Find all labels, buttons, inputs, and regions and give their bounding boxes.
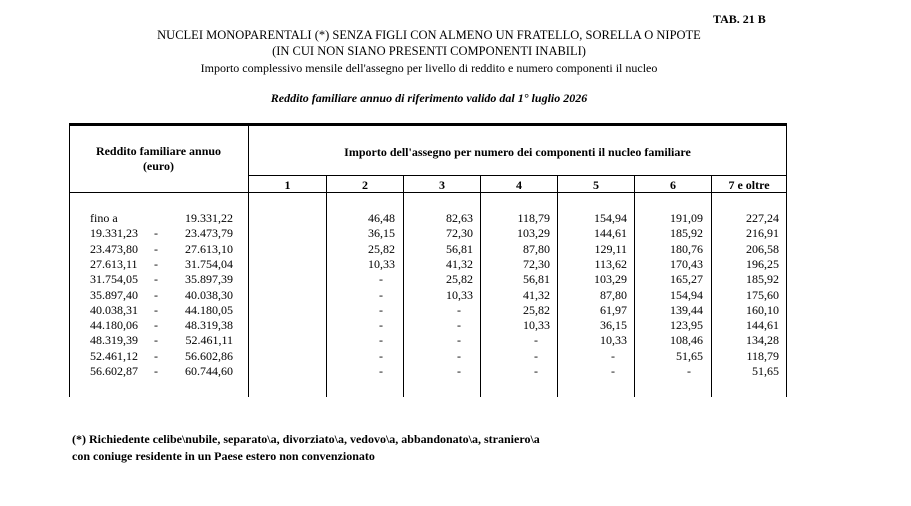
title-line-1: NUCLEI MONOPARENTALI (*) SENZA FIGLI CON ALMENO UN FRATELLO, SORELLA O NIPOTE <box>157 28 701 42</box>
income-range-dash: - <box>154 302 158 317</box>
table-top-border <box>69 123 787 126</box>
income-from: 52.461,12 <box>90 348 138 363</box>
income-from: 19.331,23 <box>90 226 138 241</box>
amount-cell-col-5: 61,97 <box>600 302 627 317</box>
income-from: 23.473,80 <box>90 241 138 256</box>
amount-cell-col-6: - <box>687 364 691 378</box>
amount-cell-col-3: - <box>457 318 461 333</box>
amount-cell-col-3: 56,81 <box>446 241 473 256</box>
amount-cell-col-5: 129,11 <box>594 241 627 256</box>
amount-cell-col-5: 36,15 <box>600 318 627 333</box>
amount-cell-col-3: 72,30 <box>446 226 473 241</box>
income-from: 40.038,31 <box>90 302 138 317</box>
amount-cell-col-5: 103,29 <box>594 272 627 287</box>
amount-cell-col-7: 51,65 <box>752 364 779 378</box>
amount-cell-col-7: 206,58 <box>746 241 779 256</box>
col-header-2: 2 <box>362 178 368 192</box>
table-row <box>69 272 787 287</box>
amount-cell-col-7: 175,60 <box>746 287 779 302</box>
col-header-4: 4 <box>516 178 522 192</box>
table-row <box>69 257 787 272</box>
income-header <box>69 144 248 174</box>
income-range-dash: - <box>154 226 158 241</box>
amount-cell-col-7: 118,79 <box>746 348 779 363</box>
amount-header: Importo dell'assegno per numero dei componenti il nucleo familiare <box>344 145 691 159</box>
income-to: 31.754,04 <box>185 256 233 271</box>
amount-cell-col-3: - <box>457 333 461 348</box>
amount-cell-col-2: 36,15 <box>368 226 395 241</box>
income-from: 44.180,06 <box>90 318 138 333</box>
amount-cell-col-5: 10,33 <box>600 333 627 348</box>
amount-cell-col-6: 185,92 <box>670 226 703 241</box>
income-from: fino a <box>90 211 118 225</box>
col-header-3: 3 <box>439 178 445 192</box>
amount-cell-col-6: 170,43 <box>670 256 703 271</box>
col-header-7: 7 e oltre <box>728 178 770 192</box>
table-code: TAB. 21 B <box>713 12 766 26</box>
footnote-line-2: con coniuge residente in un Paese estero non convenzionato <box>72 449 375 463</box>
amount-cell-col-6: 123,95 <box>670 318 703 333</box>
amount-cell-col-6: 191,09 <box>670 211 703 225</box>
amount-cell-col-2: 25,82 <box>368 241 395 256</box>
amount-cell-col-6: 180,76 <box>670 241 703 256</box>
table-row <box>69 349 787 364</box>
table-row <box>69 318 787 333</box>
amount-cell-col-2: 10,33 <box>368 256 395 271</box>
amount-cell-col-4: 56,81 <box>523 272 550 287</box>
amount-cell-col-4: 25,82 <box>523 302 550 317</box>
amount-cell-col-5: - <box>611 364 615 378</box>
table-row <box>69 211 787 226</box>
title-line-3: Importo complessivo mensile dell'assegno per livello di reddito e numero componenti il nucleo <box>200 61 658 75</box>
amount-cell-col-4: 103,29 <box>517 226 550 241</box>
income-to: 44.180,05 <box>185 302 233 317</box>
amount-cell-col-6: 154,94 <box>670 287 703 302</box>
subheader-top-rule <box>248 175 787 176</box>
income-to: 48.319,38 <box>185 318 233 333</box>
amount-cell-col-4: - <box>534 333 538 348</box>
amount-cell-col-3: - <box>457 302 461 317</box>
amount-cell-col-7: 196,25 <box>746 256 779 271</box>
amount-cell-col-5: - <box>611 348 615 363</box>
amount-cell-col-4: 118,79 <box>517 211 550 225</box>
table-row <box>69 226 787 241</box>
income-range-dash: - <box>154 272 158 287</box>
amount-cell-col-2: - <box>379 318 383 333</box>
amount-cell-col-5: 144,61 <box>594 226 627 241</box>
amount-cell-col-7: 134,28 <box>746 333 779 348</box>
amount-cell-col-6: 139,44 <box>670 302 703 317</box>
income-range-dash: - <box>154 348 158 363</box>
amount-cell-col-6: 165,27 <box>670 272 703 287</box>
table-row <box>69 303 787 318</box>
income-from: 48.319,39 <box>90 333 138 348</box>
income-to: 52.461,11 <box>185 333 233 348</box>
amount-cell-col-3: 82,63 <box>446 211 473 225</box>
income-from: 35.897,40 <box>90 287 138 302</box>
amount-cell-col-6: 108,46 <box>670 333 703 348</box>
income-range-dash: - <box>154 364 158 378</box>
amount-cell-col-5: 154,94 <box>594 211 627 225</box>
col-header-5: 5 <box>593 178 599 192</box>
amount-cell-col-3: 41,32 <box>446 256 473 271</box>
amount-cell-col-7: 160,10 <box>746 302 779 317</box>
amount-cell-col-4: - <box>534 348 538 363</box>
col-header-6: 6 <box>670 178 676 192</box>
allowance-table <box>69 123 787 397</box>
income-range-dash: - <box>154 256 158 271</box>
footnote-line-1: (*) Richiedente celibe\nubile, separato\a, divorziato\a, vedovo\a, abbandonato\a, straniero\a <box>72 432 540 446</box>
amount-cell-col-2: - <box>379 333 383 348</box>
amount-cell-col-4: 87,80 <box>523 241 550 256</box>
income-range-dash: - <box>154 287 158 302</box>
table-row <box>69 242 787 257</box>
amount-cell-col-2: 46,48 <box>368 211 395 225</box>
amount-cell-col-3: 25,82 <box>446 272 473 287</box>
income-from: 56.602,87 <box>90 364 138 378</box>
amount-cell-col-2: - <box>379 272 383 287</box>
table-row <box>69 288 787 303</box>
reference-line: Reddito familiare annuo di riferimento valido dal 1° luglio 2026 <box>270 91 588 105</box>
table-row <box>69 364 787 379</box>
amount-cell-col-4: 41,32 <box>523 287 550 302</box>
amount-cell-col-2: - <box>379 287 383 302</box>
amount-cell-col-4: 10,33 <box>523 318 550 333</box>
amount-cell-col-4: - <box>534 364 538 378</box>
income-to: 40.038,30 <box>185 287 233 302</box>
amount-cell-col-7: 227,24 <box>746 211 779 225</box>
income-range-dash: - <box>154 318 158 333</box>
income-from: 27.613,11 <box>90 256 138 271</box>
amount-cell-col-7: 144,61 <box>746 318 779 333</box>
amount-cell-col-4: 72,30 <box>523 256 550 271</box>
col-header-1: 1 <box>284 178 291 192</box>
income-to: 56.602,86 <box>185 348 233 363</box>
income-to: 27.613,10 <box>185 241 233 256</box>
income-to: 35.897,39 <box>185 272 233 287</box>
income-from: 31.754,05 <box>90 272 138 287</box>
income-to: 23.473,79 <box>185 226 233 241</box>
amount-cell-col-5: 87,80 <box>600 287 627 302</box>
income-header-line-2: (euro) <box>142 159 175 173</box>
amount-cell-col-6: 51,65 <box>676 348 703 363</box>
income-range-dash: - <box>154 333 158 348</box>
income-range-dash: - <box>154 241 158 256</box>
amount-cell-col-3: - <box>457 348 461 363</box>
amount-cell-col-2: - <box>379 302 383 317</box>
income-to: 19.331,22 <box>185 211 233 225</box>
amount-cell-col-2: - <box>379 364 383 378</box>
income-header-line-1: Reddito familiare annuo <box>95 144 222 158</box>
table-row <box>69 333 787 348</box>
amount-cell-col-7: 185,92 <box>746 272 779 287</box>
amount-cell-col-2: - <box>379 348 383 363</box>
income-to: 60.744,60 <box>185 364 233 378</box>
title-line-2: (IN CUI NON SIANO PRESENTI COMPONENTI INABILI) <box>272 44 586 58</box>
amount-cell-col-3: 10,33 <box>446 287 473 302</box>
amount-cell-col-7: 216,91 <box>746 226 779 241</box>
amount-cell-col-3: - <box>457 364 461 378</box>
amount-cell-col-5: 113,62 <box>594 256 627 271</box>
